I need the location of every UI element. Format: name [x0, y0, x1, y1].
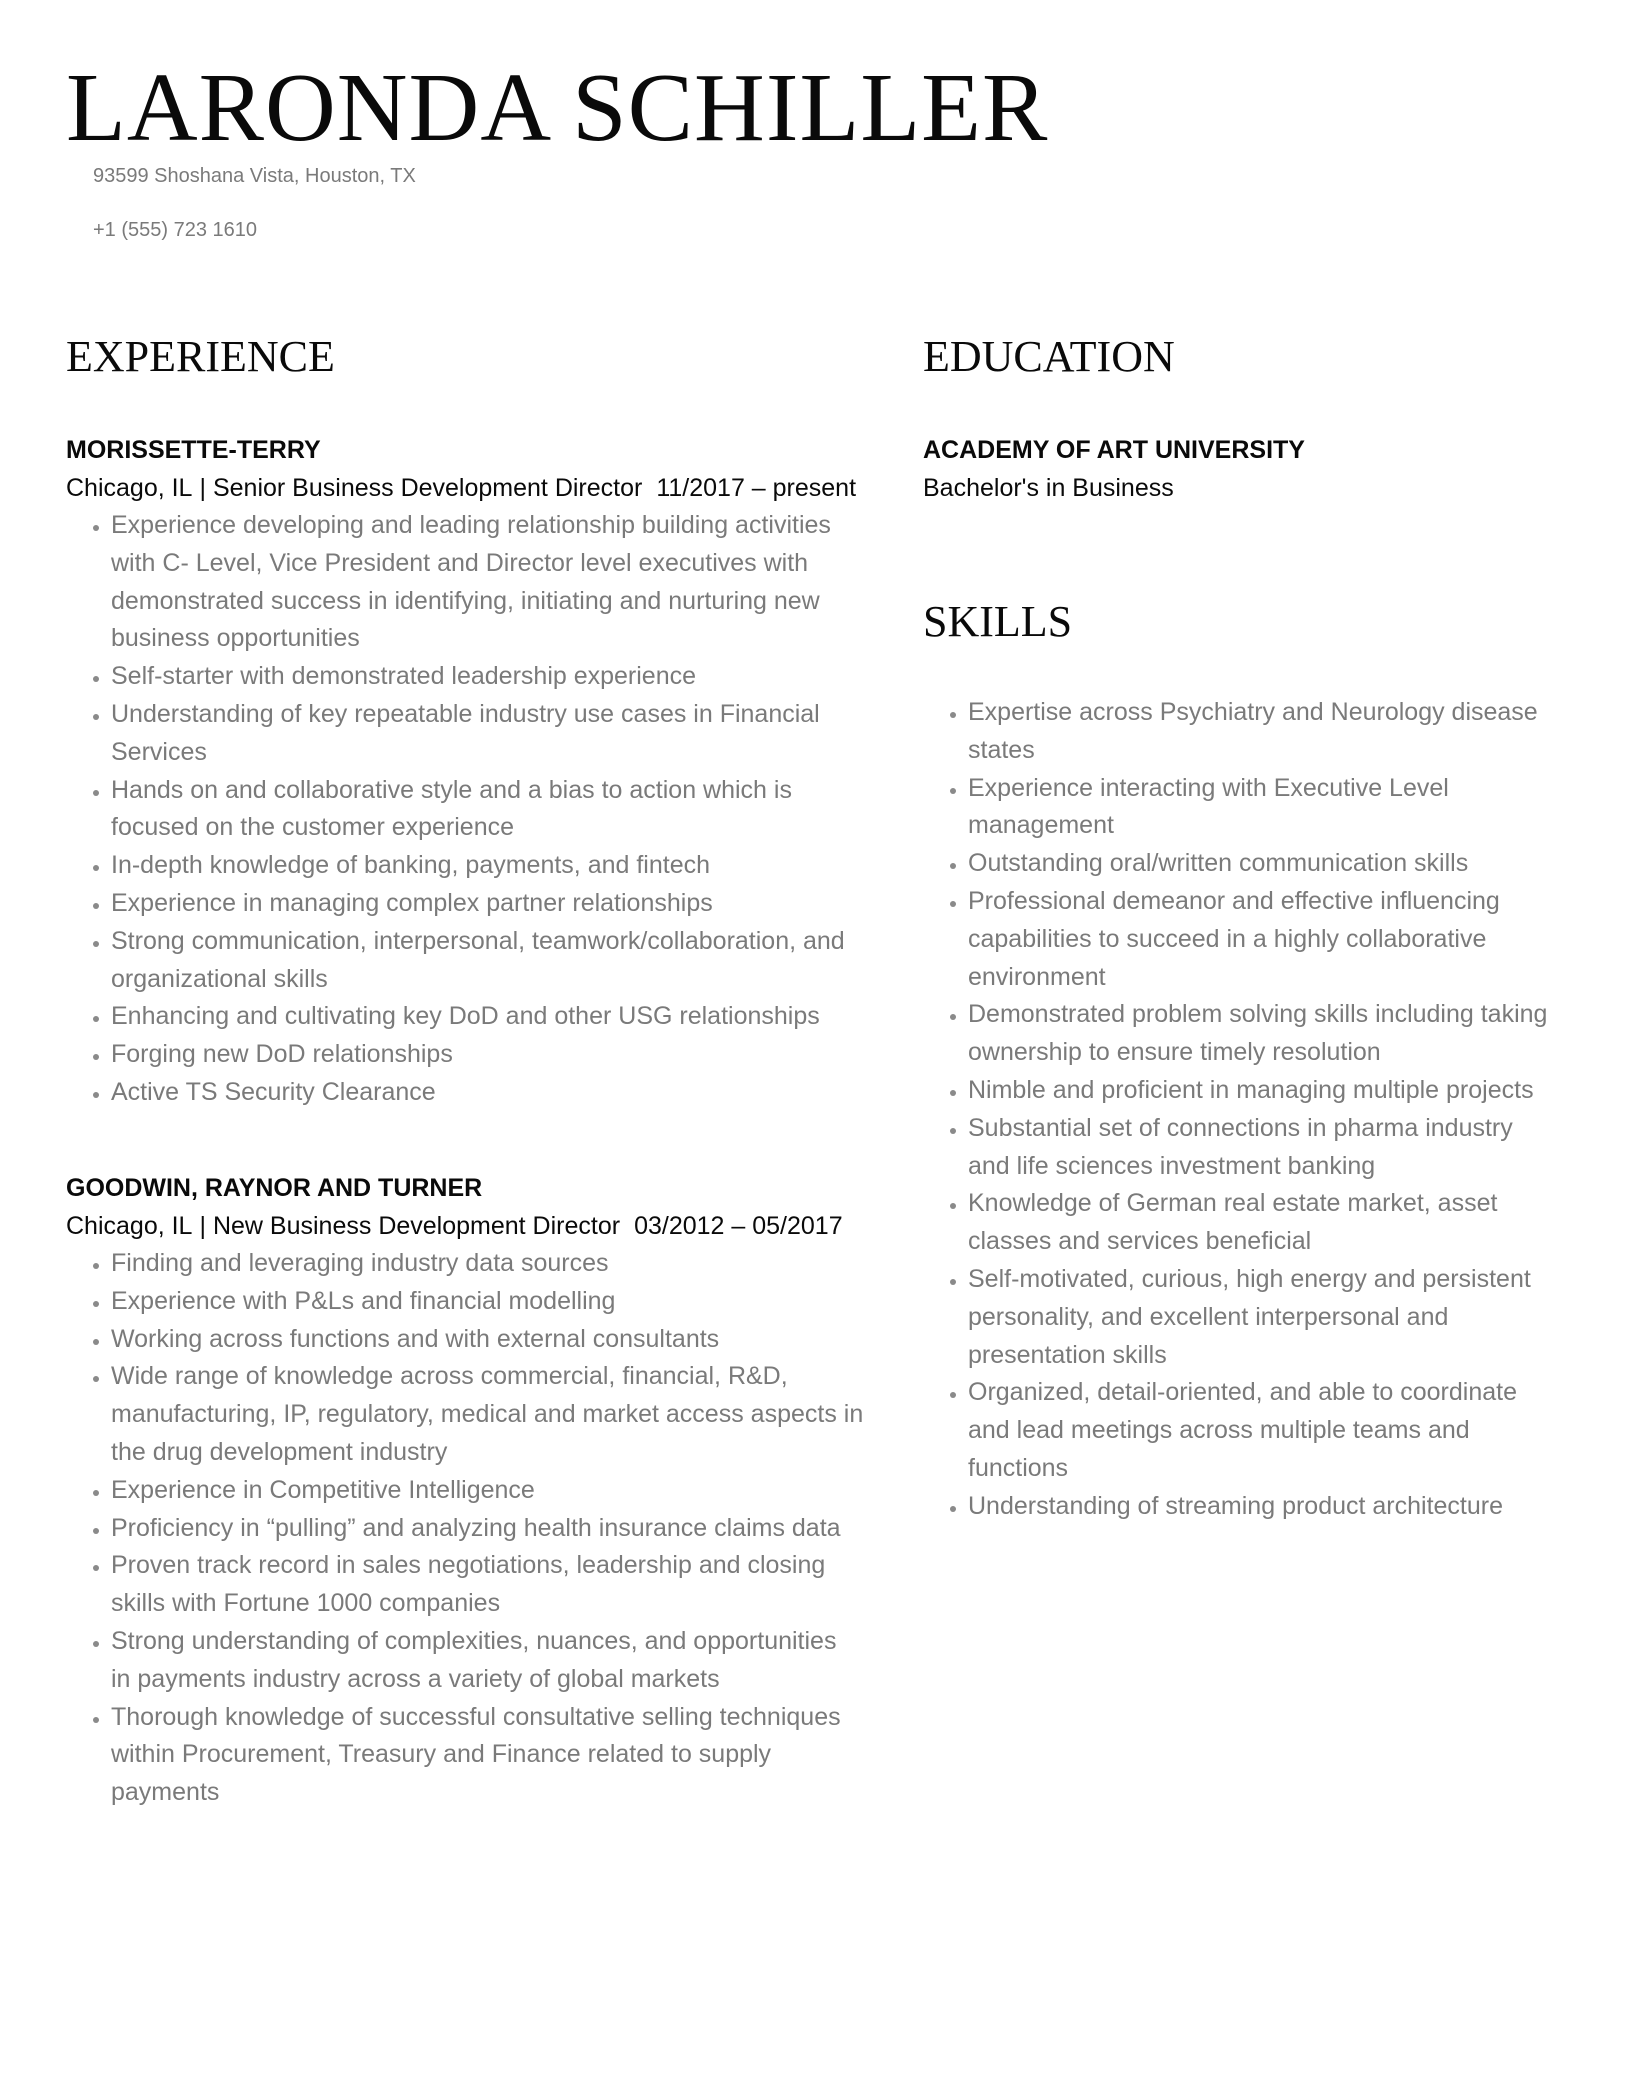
list-item: • Self-starter with demonstrated leadership experience — [111, 658, 911, 696]
job-meta — [66, 1207, 886, 1245]
list-item: • Proficiency in “pulling” and analyzing health insurance claims data — [111, 1510, 931, 1548]
job-location: Chicago, IL — [66, 474, 193, 502]
list-item: • Experience interacting with Executive Level management — [968, 770, 1488, 846]
job-entry — [66, 1169, 886, 1812]
experience-heading: EXPERIENCE — [66, 332, 335, 381]
list-item: • Organized, detail-oriented, and able to coordinate and lead meetings across multiple teams and functions — [968, 1374, 1558, 1487]
list-item: • Professional demeanor and effective influencing capabilities to succeed in a highly collaborative environment — [968, 883, 1508, 996]
list-item: • Nimble and proficient in managing multiple projects — [968, 1072, 1608, 1110]
job-entry — [66, 431, 886, 1112]
skills-bullets — [923, 694, 1608, 1526]
meta-separator: | — [199, 1212, 206, 1240]
list-item: • Active TS Security Clearance — [111, 1074, 911, 1112]
education-school: ACADEMY OF ART UNIVERSITY — [923, 436, 1305, 464]
list-item: • Proven track record in sales negotiations, leadership and closing skills with Fortune 1000 companies — [111, 1547, 871, 1623]
list-item: • Understanding of streaming product architecture — [968, 1488, 1608, 1526]
job-bullets — [66, 1245, 931, 1812]
list-item: • Outstanding oral/written communication skills — [968, 845, 1608, 883]
education-entry — [923, 431, 1583, 507]
job-role: Senior Business Development Director — [212, 474, 643, 502]
list-item: • Knowledge of German real estate market, asset classes and services beneficial — [968, 1185, 1568, 1261]
list-item: • Understanding of key repeatable industry use cases in Financial Services — [111, 696, 831, 772]
contact-address: 93599 Shoshana Vista, Houston, TX — [93, 165, 416, 187]
list-item: • Hands on and collaborative style and a bias to action which is focused on the customer experience — [111, 772, 871, 848]
list-item: • Finding and leveraging industry data sources — [111, 1245, 931, 1283]
list-item: • Experience developing and leading relationship building activities with C- Level, Vice President and Director level executives with demonstrated success in identifying, initiating and nurturing new business opportunities — [111, 507, 871, 658]
list-item: • Wide range of knowledge across commercial, financial, R&D, manufacturing, IP, regulatory, medical and market access aspects in the drug development industry — [111, 1358, 886, 1471]
job-bullets — [66, 507, 911, 1112]
list-item: • Strong understanding of complexities, nuances, and opportunities in payments industry across a variety of global markets — [111, 1623, 851, 1699]
job-role: New Business Development Director — [212, 1212, 621, 1240]
contact-phone: +1 (555) 723 1610 — [93, 219, 258, 241]
skills-heading: SKILLS — [923, 597, 1073, 646]
list-item: • Self-motivated, curious, high energy and persistent personality, and excellent interpersonal and presentation skills — [968, 1261, 1568, 1374]
list-item: • Enhancing and cultivating key DoD and other USG relationships — [111, 998, 911, 1036]
job-location: Chicago, IL — [66, 1212, 193, 1240]
list-item: • Experience with P&Ls and financial modelling — [111, 1283, 931, 1321]
list-item: • Demonstrated problem solving skills including taking ownership to ensure timely resolution — [968, 996, 1548, 1072]
list-item: • Expertise across Psychiatry and Neurology disease states — [968, 694, 1538, 770]
list-item: • In-depth knowledge of banking, payments, and fintech — [111, 847, 911, 885]
job-meta — [66, 469, 886, 507]
job-company: GOODWIN, RAYNOR AND TURNER — [66, 1174, 483, 1202]
skills-list — [923, 694, 1583, 1526]
list-item: • Experience in managing complex partner relationships — [111, 885, 911, 923]
candidate-name: LARONDA SCHILLER — [66, 54, 1049, 162]
list-item: • Strong communication, interpersonal, teamwork/collaboration, and organizational skills — [111, 923, 851, 999]
meta-separator: | — [199, 474, 206, 502]
education-heading: EDUCATION — [923, 332, 1175, 381]
job-company: MORISSETTE-TERRY — [66, 436, 321, 464]
list-item: • Thorough knowledge of successful consultative selling techniques within Procurement, Treasury and Finance related to supply payments — [111, 1699, 871, 1812]
list-item: • Experience in Competitive Intelligence — [111, 1472, 931, 1510]
list-item: • Working across functions and with external consultants — [111, 1321, 931, 1359]
list-item: • Forging new DoD relationships — [111, 1036, 911, 1074]
education-degree: Bachelor's in Business — [923, 474, 1174, 502]
list-item: • Substantial set of connections in pharma industry and life sciences investment banking — [968, 1110, 1553, 1186]
job-dates: 11/2017 – present — [656, 474, 857, 502]
job-dates: 03/2012 – 05/2017 — [634, 1212, 843, 1240]
